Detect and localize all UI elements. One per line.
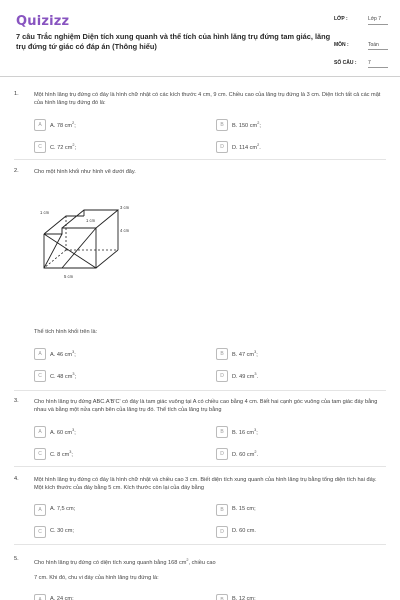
option-text: B. 15 cm;	[232, 506, 256, 512]
option-text: D. 60 $cm^2$.	[232, 450, 259, 458]
front-diagonal-2	[44, 234, 62, 268]
question-number: 5.	[14, 556, 19, 562]
question-subtext: Thể tích hình khối trên là:	[34, 329, 98, 335]
option-letter-box: D	[216, 370, 228, 382]
option-text: B. 16 $cm^3$;	[232, 428, 258, 436]
option-letter-box: A	[34, 348, 46, 360]
option-letter-box: A	[34, 426, 46, 438]
count-value: 7	[368, 60, 388, 68]
option-text: C. 48 $cm^3$;	[50, 372, 77, 380]
option-text: A. 60 $cm^3$;	[50, 428, 76, 436]
option-letter-box: B	[216, 594, 228, 600]
question-number: 1.	[14, 91, 19, 97]
upper-block-top	[96, 210, 118, 250]
worksheet-meta	[334, 14, 392, 76]
grade-row	[334, 14, 392, 40]
right-back-edge	[96, 250, 118, 268]
question-number: 2.	[14, 168, 19, 174]
question-text: Cho hình lăng trụ đứng ABC.A'B'C' có đáy là tam giác vuông tại A có chiều cao bằng 4 cm. Biết hai cạnh góc vuông của tam giác đáy bằng nhau và bằng một nửa cạnh bên của lăng trụ đó. Thể tích của lăng trụ bằng	[34, 399, 378, 413]
label-right-height: 4 cm	[120, 228, 130, 233]
option-text: D. 114 $cm^2$.	[232, 143, 261, 151]
question-divider	[14, 390, 386, 391]
subject-value: Toán	[368, 42, 388, 50]
subject-label: MÔN :	[334, 42, 349, 48]
grade-value: Lớp 7	[368, 16, 388, 25]
option-text: C. 30 cm;	[50, 528, 74, 534]
worksheet-header	[0, 0, 400, 72]
option-letter-box: B	[216, 504, 228, 516]
option-letter-box: D	[216, 526, 228, 538]
subject-row	[334, 40, 392, 58]
label-inner: 1 cm	[86, 218, 96, 223]
count-row	[334, 58, 392, 76]
label-left-top: 1 cm	[40, 210, 50, 215]
option-letter-box: C	[34, 526, 46, 538]
option-text: B. 12 cm;	[232, 596, 256, 600]
question-divider	[14, 159, 386, 160]
option-letter-box: B	[216, 426, 228, 438]
front-face-outline	[44, 228, 96, 268]
option-letter-box: D	[216, 448, 228, 460]
question-number: 3.	[14, 398, 19, 404]
question-number: 4.	[14, 476, 19, 482]
option-text: A. 7,5 cm;	[50, 506, 76, 512]
option-letter-box: C	[34, 370, 46, 382]
question-text: Một hình lăng trụ đứng có đáy là hình chữ nhật có các kích thước 4 cm, 9 cm. Chiều cao của lăng trụ đứng là 3 cm. Diện tích tất cả các mặt của hình lăng trụ đứng đó là:	[34, 92, 381, 106]
question-text: Cho một hình khối như hình vẽ dưới đây.	[34, 169, 136, 175]
option-letter-box: C	[34, 448, 46, 460]
question-text: Cho hình lăng trụ đứng có diện tích xung quanh bằng 168 $cm^2$, chiều cao	[34, 558, 216, 566]
option-text: A. 46 $cm^3$;	[50, 350, 76, 358]
count-label: SỐ CÂU :	[334, 60, 357, 66]
option-text: B. 47 $cm^3$;	[232, 350, 258, 358]
option-letter-box: C	[34, 141, 46, 153]
quizizz-logo: Quizizz	[16, 14, 70, 29]
label-top-depth: 3 cm	[120, 205, 130, 210]
hidden-depth-edge	[44, 250, 66, 268]
option-letter-box: A	[34, 119, 46, 131]
front-diagonal-3	[62, 228, 96, 268]
question-divider	[14, 544, 386, 545]
option-letter-box: A	[34, 504, 46, 516]
question-text-line2: 7 cm. Khi đó, chu vi đáy của hình lăng trụ đứng là:	[34, 575, 159, 581]
grade-label: LỚP :	[334, 16, 348, 22]
option-letter-box: D	[216, 141, 228, 153]
stepped-prism-figure	[34, 204, 164, 304]
header-divider	[0, 76, 400, 77]
question-divider	[14, 466, 386, 467]
option-letter-box: B	[216, 119, 228, 131]
option-text: C. 8 $cm^3$;	[50, 450, 73, 458]
option-text: C. 72 $cm^2$;	[50, 143, 77, 151]
front-diagonal-1	[44, 234, 96, 268]
option-text: D. 60 cm.	[232, 528, 256, 534]
option-text: D. 49 $cm^3$.	[232, 372, 259, 380]
lower-step-top	[44, 216, 84, 234]
option-text: B. 150 $cm^2$;	[232, 121, 261, 129]
question-text: Một hình lăng trụ đứng có đáy là hình chữ nhật và chiều cao 3 cm. Biết diện tích xung quanh của hình lăng trụ bằng tổng diện tích hai đáy. Một kích thước của đáy bằng 5 cm. Kích thước còn lại của đáy bằng	[34, 477, 377, 491]
worksheet-title: 7 câu Trắc nghiệm Diện tích xung quanh và thể tích của hình lăng trụ đứng tam giác, lăng trụ đứng tứ giác có đáp án (Thông hiểu)	[16, 32, 331, 51]
option-text: A. 78 $cm^2$;	[50, 121, 76, 129]
option-letter-box: B	[216, 348, 228, 360]
label-bottom-width: 5 cm	[64, 274, 74, 279]
option-text: A. 24 cm;	[50, 596, 74, 600]
option-letter-box: A	[34, 594, 46, 600]
